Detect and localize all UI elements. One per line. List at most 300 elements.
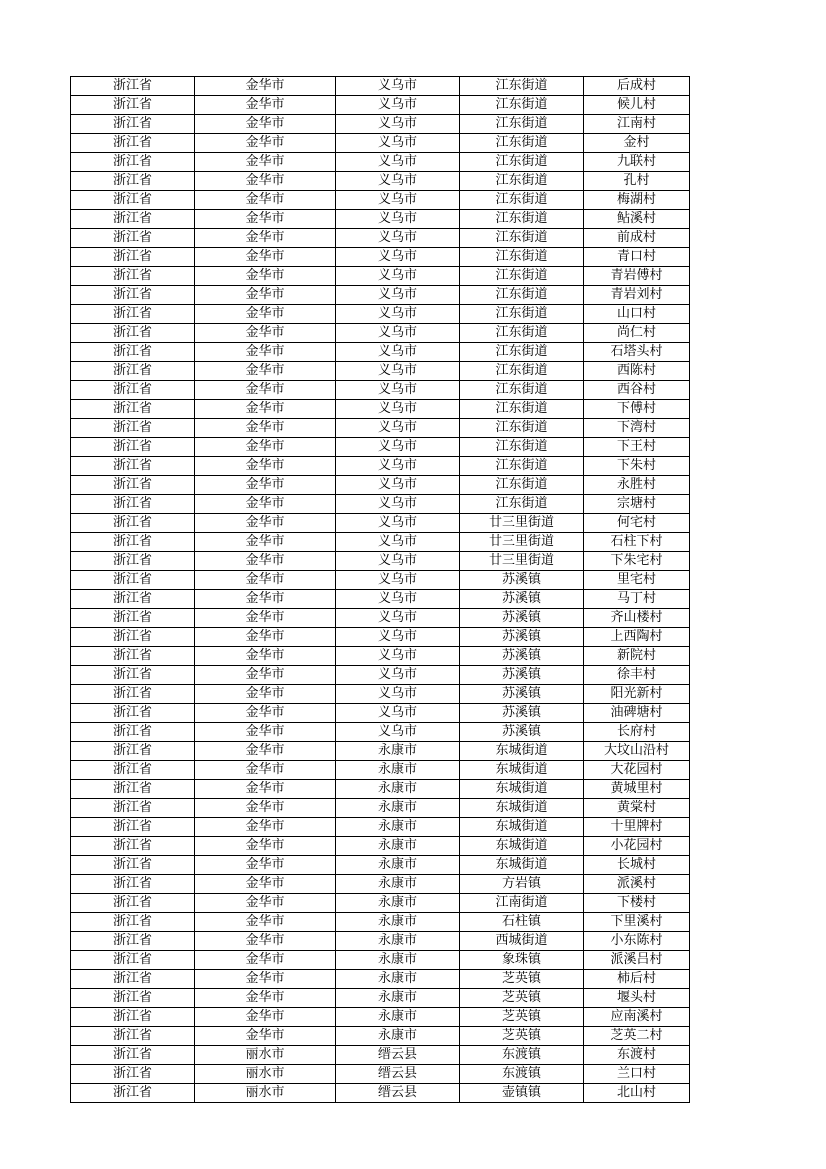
county-cell: 义乌市: [336, 533, 460, 552]
city-cell: 金华市: [195, 495, 336, 514]
province-cell: 浙江省: [71, 837, 195, 856]
town-cell: 东城街道: [460, 780, 584, 799]
town-cell: 江东街道: [460, 153, 584, 172]
table-row: [71, 343, 690, 362]
county-cell: 义乌市: [336, 96, 460, 115]
town-cell: 东渡镇: [460, 1046, 584, 1065]
village-cell: 西陈村: [584, 362, 690, 381]
village-cell: 派溪吕村: [584, 951, 690, 970]
province-cell: 浙江省: [71, 571, 195, 590]
village-cell: 尚仁村: [584, 324, 690, 343]
county-cell: 义乌市: [336, 704, 460, 723]
village-cell: 西谷村: [584, 381, 690, 400]
province-cell: 浙江省: [71, 495, 195, 514]
town-cell: 江东街道: [460, 77, 584, 96]
table-row: [71, 780, 690, 799]
province-cell: 浙江省: [71, 229, 195, 248]
table-row: [71, 1084, 690, 1103]
town-cell: 江东街道: [460, 381, 584, 400]
city-cell: 金华市: [195, 666, 336, 685]
village-cell: 前成村: [584, 229, 690, 248]
village-cell: 长府村: [584, 723, 690, 742]
table-row: [71, 704, 690, 723]
county-cell: 义乌市: [336, 609, 460, 628]
province-cell: 浙江省: [71, 647, 195, 666]
city-cell: 金华市: [195, 191, 336, 210]
village-cell: 青岩傅村: [584, 267, 690, 286]
table-row: [71, 856, 690, 875]
city-cell: 金华市: [195, 362, 336, 381]
town-cell: 江东街道: [460, 191, 584, 210]
county-cell: 义乌市: [336, 400, 460, 419]
city-cell: 金华市: [195, 172, 336, 191]
town-cell: 东城街道: [460, 837, 584, 856]
village-cell: 东渡村: [584, 1046, 690, 1065]
province-cell: 浙江省: [71, 723, 195, 742]
city-cell: 金华市: [195, 514, 336, 533]
county-cell: 义乌市: [336, 324, 460, 343]
town-cell: 江东街道: [460, 495, 584, 514]
town-cell: 江南街道: [460, 894, 584, 913]
province-cell: 浙江省: [71, 77, 195, 96]
county-cell: 义乌市: [336, 685, 460, 704]
city-cell: 金华市: [195, 590, 336, 609]
city-cell: 金华市: [195, 742, 336, 761]
county-cell: 义乌市: [336, 210, 460, 229]
province-cell: 浙江省: [71, 1008, 195, 1027]
table-row: [71, 191, 690, 210]
table-row: [71, 286, 690, 305]
province-cell: 浙江省: [71, 1065, 195, 1084]
table-row: [71, 153, 690, 172]
province-cell: 浙江省: [71, 1027, 195, 1046]
city-cell: 金华市: [195, 267, 336, 286]
village-cell: 阳光新村: [584, 685, 690, 704]
town-cell: 江东街道: [460, 362, 584, 381]
county-cell: 义乌市: [336, 248, 460, 267]
village-cell: 兰口村: [584, 1065, 690, 1084]
town-cell: 江东街道: [460, 267, 584, 286]
table-row: [71, 894, 690, 913]
village-cell: 新院村: [584, 647, 690, 666]
town-cell: 江东街道: [460, 248, 584, 267]
village-cell: 青岩刘村: [584, 286, 690, 305]
county-cell: 义乌市: [336, 552, 460, 571]
county-cell: 永康市: [336, 875, 460, 894]
city-cell: 金华市: [195, 894, 336, 913]
city-cell: 丽水市: [195, 1046, 336, 1065]
village-cell: 大坟山沿村: [584, 742, 690, 761]
city-cell: 金华市: [195, 932, 336, 951]
city-cell: 金华市: [195, 723, 336, 742]
town-cell: 江东街道: [460, 400, 584, 419]
village-cell: 九联村: [584, 153, 690, 172]
town-cell: 东城街道: [460, 799, 584, 818]
county-cell: 义乌市: [336, 514, 460, 533]
village-cell: 黄棠村: [584, 799, 690, 818]
village-cell: 下王村: [584, 438, 690, 457]
county-cell: 缙云县: [336, 1084, 460, 1103]
city-cell: 金华市: [195, 685, 336, 704]
county-cell: 永康市: [336, 1027, 460, 1046]
province-cell: 浙江省: [71, 172, 195, 191]
town-cell: 苏溪镇: [460, 647, 584, 666]
province-cell: 浙江省: [71, 780, 195, 799]
table-row: [71, 514, 690, 533]
town-cell: 江东街道: [460, 210, 584, 229]
town-cell: 苏溪镇: [460, 723, 584, 742]
province-cell: 浙江省: [71, 153, 195, 172]
town-cell: 东城街道: [460, 761, 584, 780]
city-cell: 金华市: [195, 438, 336, 457]
province-cell: 浙江省: [71, 381, 195, 400]
table-row: [71, 210, 690, 229]
city-cell: 金华市: [195, 77, 336, 96]
city-cell: 金华市: [195, 229, 336, 248]
table-row: [71, 1027, 690, 1046]
table-row: [71, 267, 690, 286]
province-cell: 浙江省: [71, 400, 195, 419]
city-cell: 金华市: [195, 647, 336, 666]
city-cell: 金华市: [195, 628, 336, 647]
town-cell: 廿三里街道: [460, 533, 584, 552]
province-cell: 浙江省: [71, 970, 195, 989]
table-row: [71, 77, 690, 96]
town-cell: 壶镇镇: [460, 1084, 584, 1103]
town-cell: 江东街道: [460, 172, 584, 191]
town-cell: 芝英镇: [460, 1027, 584, 1046]
province-cell: 浙江省: [71, 989, 195, 1008]
city-cell: 金华市: [195, 609, 336, 628]
town-cell: 江东街道: [460, 476, 584, 495]
village-cell: 鲇溪村: [584, 210, 690, 229]
city-cell: 金华市: [195, 799, 336, 818]
table-row: [71, 552, 690, 571]
city-cell: 金华市: [195, 761, 336, 780]
county-cell: 永康市: [336, 780, 460, 799]
table-row: [71, 628, 690, 647]
table-row: [71, 381, 690, 400]
village-cell: 候儿村: [584, 96, 690, 115]
town-cell: 石柱镇: [460, 913, 584, 932]
city-cell: 金华市: [195, 248, 336, 267]
county-cell: 义乌市: [336, 590, 460, 609]
table-row: [71, 666, 690, 685]
table-row: [71, 590, 690, 609]
table-row: [71, 229, 690, 248]
town-cell: 江东街道: [460, 134, 584, 153]
village-cell: 下里溪村: [584, 913, 690, 932]
city-cell: 丽水市: [195, 1084, 336, 1103]
table-row: [71, 742, 690, 761]
province-cell: 浙江省: [71, 267, 195, 286]
town-cell: 芝英镇: [460, 1008, 584, 1027]
province-cell: 浙江省: [71, 666, 195, 685]
city-cell: 金华市: [195, 96, 336, 115]
province-cell: 浙江省: [71, 419, 195, 438]
county-cell: 缙云县: [336, 1065, 460, 1084]
county-cell: 义乌市: [336, 571, 460, 590]
province-cell: 浙江省: [71, 514, 195, 533]
city-cell: 金华市: [195, 400, 336, 419]
table-row: [71, 1046, 690, 1065]
county-cell: 永康市: [336, 837, 460, 856]
province-cell: 浙江省: [71, 286, 195, 305]
city-cell: 金华市: [195, 704, 336, 723]
town-cell: 江东街道: [460, 457, 584, 476]
village-cell: 下湾村: [584, 419, 690, 438]
table-row: [71, 115, 690, 134]
county-cell: 永康市: [336, 913, 460, 932]
village-cell: 芝英二村: [584, 1027, 690, 1046]
village-cell: 永胜村: [584, 476, 690, 495]
table-row: [71, 457, 690, 476]
village-cell: 十里牌村: [584, 818, 690, 837]
province-cell: 浙江省: [71, 951, 195, 970]
province-cell: 浙江省: [71, 799, 195, 818]
city-cell: 金华市: [195, 115, 336, 134]
province-cell: 浙江省: [71, 362, 195, 381]
town-cell: 东城街道: [460, 856, 584, 875]
village-cell: 堰头村: [584, 989, 690, 1008]
town-cell: 江东街道: [460, 286, 584, 305]
province-cell: 浙江省: [71, 457, 195, 476]
province-cell: 浙江省: [71, 210, 195, 229]
village-cell: 北山村: [584, 1084, 690, 1103]
village-cell: 青口村: [584, 248, 690, 267]
city-cell: 金华市: [195, 134, 336, 153]
county-cell: 义乌市: [336, 381, 460, 400]
town-cell: 江东街道: [460, 343, 584, 362]
city-cell: 金华市: [195, 305, 336, 324]
village-cell: 长城村: [584, 856, 690, 875]
province-cell: 浙江省: [71, 96, 195, 115]
village-cell: 派溪村: [584, 875, 690, 894]
city-cell: 金华市: [195, 875, 336, 894]
village-cell: 小花园村: [584, 837, 690, 856]
town-cell: 江东街道: [460, 438, 584, 457]
town-cell: 芝英镇: [460, 970, 584, 989]
town-cell: 苏溪镇: [460, 590, 584, 609]
town-cell: 苏溪镇: [460, 685, 584, 704]
table-row: [71, 134, 690, 153]
county-cell: 义乌市: [336, 457, 460, 476]
region-table: [70, 76, 690, 1103]
city-cell: 金华市: [195, 457, 336, 476]
table-row: [71, 172, 690, 191]
county-cell: 义乌市: [336, 628, 460, 647]
town-cell: 江东街道: [460, 305, 584, 324]
city-cell: 金华市: [195, 913, 336, 932]
county-cell: 义乌市: [336, 115, 460, 134]
province-cell: 浙江省: [71, 533, 195, 552]
county-cell: 义乌市: [336, 77, 460, 96]
table-row: [71, 476, 690, 495]
table-row: [71, 248, 690, 267]
province-cell: 浙江省: [71, 552, 195, 571]
county-cell: 义乌市: [336, 172, 460, 191]
town-cell: 江东街道: [460, 324, 584, 343]
county-cell: 义乌市: [336, 476, 460, 495]
province-cell: 浙江省: [71, 818, 195, 837]
table-row: [71, 495, 690, 514]
province-cell: 浙江省: [71, 913, 195, 932]
village-cell: 小东陈村: [584, 932, 690, 951]
province-cell: 浙江省: [71, 932, 195, 951]
province-cell: 浙江省: [71, 343, 195, 362]
region-table-body: [71, 77, 690, 1103]
town-cell: 江东街道: [460, 96, 584, 115]
village-cell: 下朱宅村: [584, 552, 690, 571]
county-cell: 义乌市: [336, 134, 460, 153]
village-cell: 徐丰村: [584, 666, 690, 685]
province-cell: 浙江省: [71, 248, 195, 267]
county-cell: 义乌市: [336, 647, 460, 666]
county-cell: 永康市: [336, 932, 460, 951]
province-cell: 浙江省: [71, 476, 195, 495]
city-cell: 金华市: [195, 571, 336, 590]
village-cell: 宗塘村: [584, 495, 690, 514]
province-cell: 浙江省: [71, 875, 195, 894]
town-cell: 江东街道: [460, 229, 584, 248]
table-row: [71, 1008, 690, 1027]
county-cell: 永康市: [336, 1008, 460, 1027]
village-cell: 石柱下村: [584, 533, 690, 552]
village-cell: 石塔头村: [584, 343, 690, 362]
village-cell: 下傅村: [584, 400, 690, 419]
table-row: [71, 799, 690, 818]
table-row: [71, 970, 690, 989]
table-row: [71, 723, 690, 742]
city-cell: 金华市: [195, 856, 336, 875]
county-cell: 义乌市: [336, 419, 460, 438]
province-cell: 浙江省: [71, 590, 195, 609]
county-cell: 义乌市: [336, 438, 460, 457]
province-cell: 浙江省: [71, 628, 195, 647]
city-cell: 金华市: [195, 324, 336, 343]
town-cell: 象珠镇: [460, 951, 584, 970]
table-row: [71, 419, 690, 438]
table-row: [71, 571, 690, 590]
county-cell: 义乌市: [336, 666, 460, 685]
village-cell: 孔村: [584, 172, 690, 191]
town-cell: 苏溪镇: [460, 609, 584, 628]
table-row: [71, 305, 690, 324]
town-cell: 西城街道: [460, 932, 584, 951]
table-row: [71, 96, 690, 115]
county-cell: 缙云县: [336, 1046, 460, 1065]
province-cell: 浙江省: [71, 115, 195, 134]
province-cell: 浙江省: [71, 134, 195, 153]
county-cell: 永康市: [336, 894, 460, 913]
city-cell: 金华市: [195, 970, 336, 989]
town-cell: 东城街道: [460, 818, 584, 837]
county-cell: 义乌市: [336, 362, 460, 381]
table-row: [71, 761, 690, 780]
town-cell: 廿三里街道: [460, 514, 584, 533]
province-cell: 浙江省: [71, 305, 195, 324]
province-cell: 浙江省: [71, 324, 195, 343]
table-row: [71, 951, 690, 970]
county-cell: 义乌市: [336, 191, 460, 210]
city-cell: 金华市: [195, 153, 336, 172]
county-cell: 义乌市: [336, 286, 460, 305]
province-cell: 浙江省: [71, 761, 195, 780]
table-row: [71, 837, 690, 856]
table-row: [71, 818, 690, 837]
province-cell: 浙江省: [71, 191, 195, 210]
city-cell: 金华市: [195, 1027, 336, 1046]
county-cell: 永康市: [336, 818, 460, 837]
town-cell: 芝英镇: [460, 989, 584, 1008]
county-cell: 义乌市: [336, 343, 460, 362]
county-cell: 永康市: [336, 742, 460, 761]
village-cell: 金村: [584, 134, 690, 153]
table-row: [71, 875, 690, 894]
village-cell: 山口村: [584, 305, 690, 324]
table-row: [71, 438, 690, 457]
town-cell: 方岩镇: [460, 875, 584, 894]
county-cell: 永康市: [336, 761, 460, 780]
village-cell: 何宅村: [584, 514, 690, 533]
town-cell: 东渡镇: [460, 1065, 584, 1084]
county-cell: 永康市: [336, 970, 460, 989]
city-cell: 金华市: [195, 419, 336, 438]
village-cell: 下朱村: [584, 457, 690, 476]
village-cell: 后成村: [584, 77, 690, 96]
village-cell: 柿后村: [584, 970, 690, 989]
province-cell: 浙江省: [71, 438, 195, 457]
village-cell: 里宅村: [584, 571, 690, 590]
county-cell: 永康市: [336, 951, 460, 970]
town-cell: 苏溪镇: [460, 571, 584, 590]
village-cell: 江南村: [584, 115, 690, 134]
city-cell: 金华市: [195, 533, 336, 552]
province-cell: 浙江省: [71, 742, 195, 761]
city-cell: 金华市: [195, 951, 336, 970]
county-cell: 永康市: [336, 989, 460, 1008]
city-cell: 金华市: [195, 286, 336, 305]
county-cell: 永康市: [336, 856, 460, 875]
city-cell: 金华市: [195, 780, 336, 799]
city-cell: 金华市: [195, 1008, 336, 1027]
county-cell: 义乌市: [336, 723, 460, 742]
town-cell: 苏溪镇: [460, 628, 584, 647]
village-cell: 齐山楼村: [584, 609, 690, 628]
town-cell: 苏溪镇: [460, 704, 584, 723]
county-cell: 义乌市: [336, 305, 460, 324]
table-row: [71, 647, 690, 666]
province-cell: 浙江省: [71, 1084, 195, 1103]
county-cell: 义乌市: [336, 229, 460, 248]
village-cell: 黄城里村: [584, 780, 690, 799]
table-row: [71, 685, 690, 704]
village-cell: 下楼村: [584, 894, 690, 913]
village-cell: 应南溪村: [584, 1008, 690, 1027]
village-cell: 上西陶村: [584, 628, 690, 647]
table-row: [71, 913, 690, 932]
county-cell: 义乌市: [336, 495, 460, 514]
city-cell: 金华市: [195, 818, 336, 837]
village-cell: 马丁村: [584, 590, 690, 609]
province-cell: 浙江省: [71, 609, 195, 628]
city-cell: 丽水市: [195, 1065, 336, 1084]
village-cell: 油碑塘村: [584, 704, 690, 723]
table-row: [71, 324, 690, 343]
city-cell: 金华市: [195, 837, 336, 856]
city-cell: 金华市: [195, 343, 336, 362]
province-cell: 浙江省: [71, 894, 195, 913]
